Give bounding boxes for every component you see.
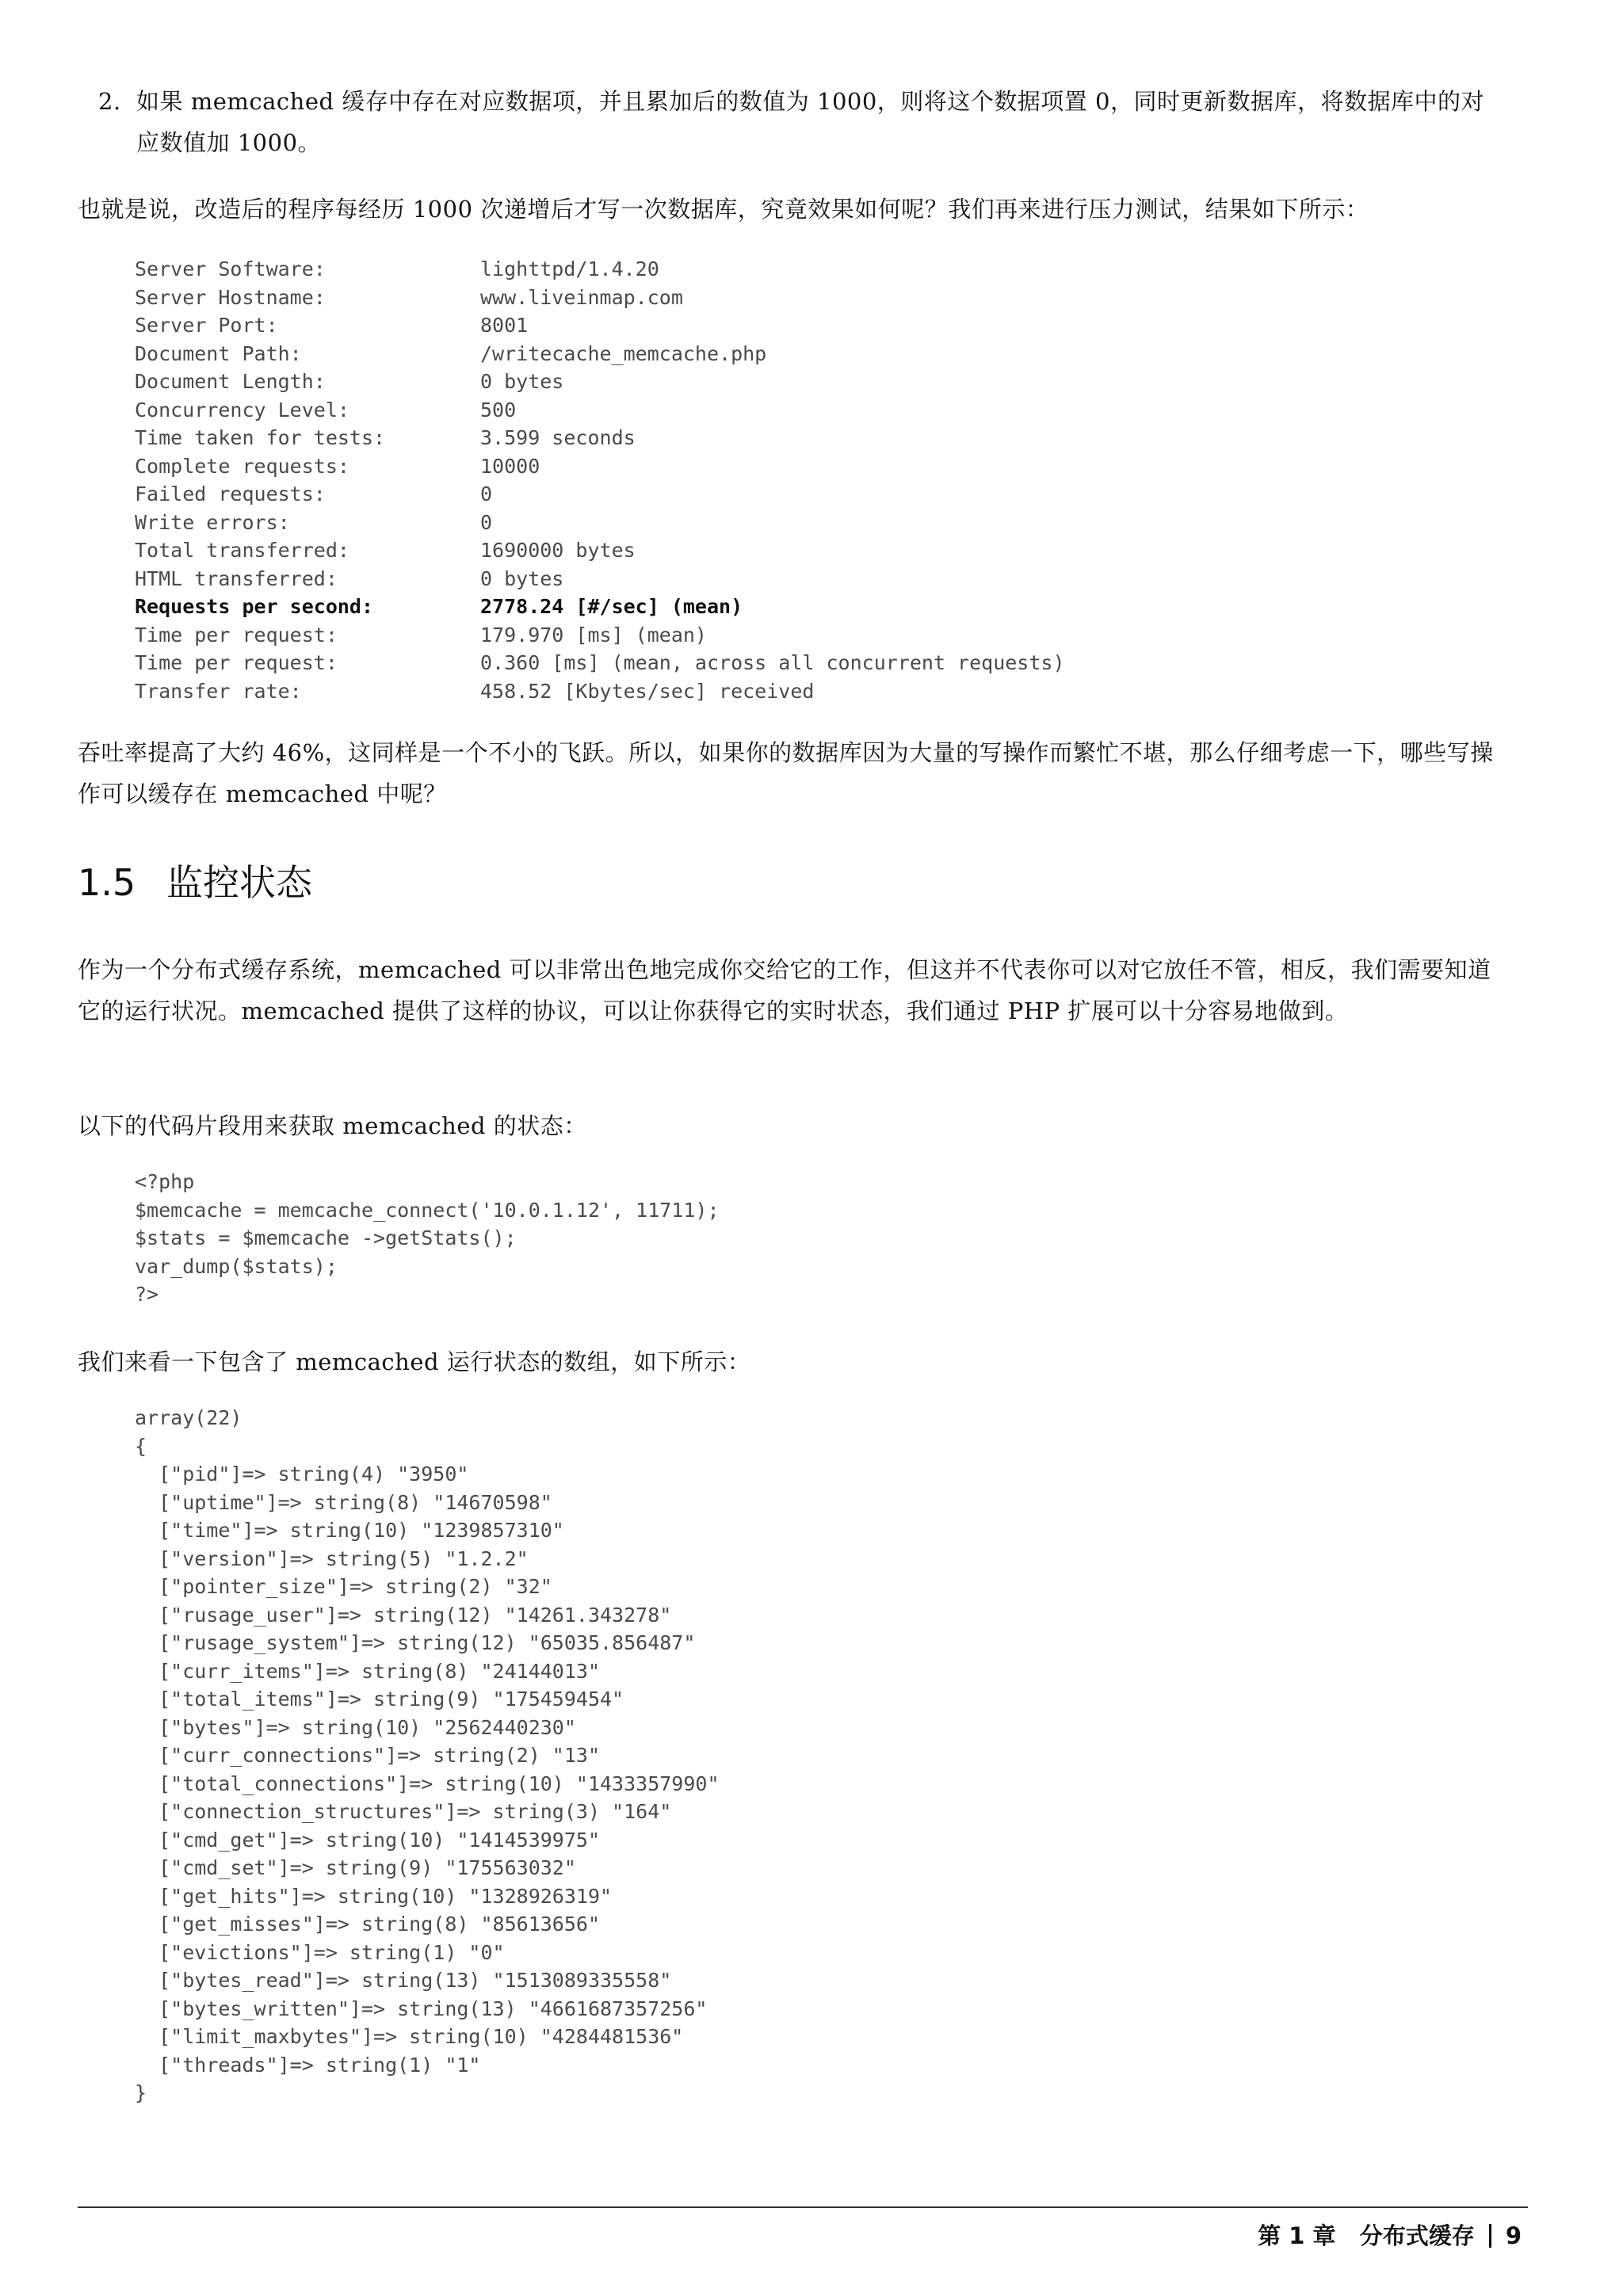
section-title: 监控状态 bbox=[166, 861, 312, 904]
benchmark-value: /writecache_memcache.php bbox=[480, 341, 767, 365]
code-line: ["evictions"]=> string(1) "0" bbox=[135, 1940, 505, 1964]
code-line: ["rusage_system"]=> string(12) "65035.856487" bbox=[135, 1631, 696, 1654]
code-line: ["threads"]=> string(1) "1" bbox=[135, 2053, 481, 2077]
code-line: ["pid"]=> string(4) "3950" bbox=[135, 1463, 469, 1486]
code-line: $stats = $memcache ->getStats(); bbox=[135, 1226, 517, 1249]
benchmark-key: Time per request: bbox=[135, 651, 338, 674]
benchmark-key: Server Hostname: bbox=[135, 285, 326, 309]
code-line: ["curr_items"]=> string(8) "24144013" bbox=[135, 1659, 600, 1683]
code-line: ["total_items"]=> string(9) "175459454" bbox=[135, 1688, 624, 1711]
code-line: ["get_hits"]=> string(10) "1328926319" bbox=[135, 1884, 613, 1908]
benchmark-value: 10000 bbox=[480, 454, 540, 478]
intro-paragraph: 也就是说，改造后的程序每经历 1000 次递增后才写一次数据库，究竟效果如何呢？我们再来进行压力测试，结果如下所示： bbox=[78, 196, 1369, 223]
code-line: } bbox=[135, 2081, 147, 2104]
code-line: ["time"]=> string(10) "1239857310" bbox=[135, 1519, 564, 1542]
list-item-number: 2. bbox=[98, 88, 121, 115]
benchmark-value: 0 bytes bbox=[480, 370, 564, 393]
benchmark-row bbox=[135, 593, 1065, 621]
benchmark-value: www.liveinmap.com bbox=[480, 285, 683, 309]
benchmark-row bbox=[135, 677, 1065, 706]
benchmark-key: Total transferred: bbox=[135, 539, 349, 562]
code-line: ["bytes"]=> string(10) "2562440230" bbox=[135, 1715, 576, 1739]
code-line: var_dump($stats); bbox=[135, 1254, 338, 1278]
benchmark-row bbox=[135, 368, 1065, 396]
benchmark-value: 0 bbox=[480, 510, 493, 534]
code-line: array(22) bbox=[135, 1406, 242, 1429]
section-number: 1.5 bbox=[78, 861, 136, 904]
code-intro-paragraph: 以下的代码片段用来获取 memcached 的状态： bbox=[78, 1112, 587, 1139]
code-line: ["cmd_get"]=> string(10) "1414539975" bbox=[135, 1828, 600, 1852]
footer-divider bbox=[78, 2206, 1528, 2208]
benchmark-key: Server Port: bbox=[135, 314, 278, 337]
benchmark-key: Server Software: bbox=[135, 257, 326, 280]
code-line: ["total_connections"]=> string(10) "1433357990" bbox=[135, 1772, 720, 1795]
throughput-paragraph: 吞吐率提高了大约 46%，这同样是一个不小的飞跃。所以，如果你的数据库因为大量的写操作而繁忙不堪，那么仔细考虑一下，哪些写操作可以缓存在 memcached 中呢？ bbox=[78, 739, 1494, 807]
monitoring-paragraph: 作为一个分布式缓存系统，memcached 可以非常出色地完成你交给它的工作，但这并不代表你可以对它放任不管，相反，我们需要知道它的运行状况。memcached 提供了这样的协议，可以让你获得它的实时状态，我们通过 PHP 扩展可以十分容易地做到。 bbox=[78, 956, 1491, 1024]
benchmark-key: Failed requests: bbox=[135, 482, 326, 505]
page-footer bbox=[1258, 2220, 1522, 2252]
benchmark-value: 500 bbox=[480, 398, 517, 421]
code-line: ["pointer_size"]=> string(2) "32" bbox=[135, 1575, 552, 1598]
section-heading bbox=[78, 857, 312, 908]
benchmark-key: Document Length: bbox=[135, 370, 326, 393]
code-line: ["uptime"]=> string(8) "14670598" bbox=[135, 1490, 552, 1514]
benchmark-key: Concurrency Level: bbox=[135, 398, 349, 421]
benchmark-value: 2778.24 [#/sec] (mean) bbox=[480, 595, 743, 618]
code-line: ["rusage_user"]=> string(12) "14261.343278" bbox=[135, 1603, 672, 1627]
code-line: ["curr_connections"]=> string(2) "13" bbox=[135, 1744, 600, 1767]
benchmark-row bbox=[135, 649, 1065, 677]
code-line: <?php bbox=[135, 1170, 195, 1193]
benchmark-key: Complete requests: bbox=[135, 454, 349, 478]
code-line: ["cmd_set"]=> string(9) "175563032" bbox=[135, 1856, 576, 1879]
benchmark-row bbox=[135, 509, 1065, 537]
code-line: ?> bbox=[135, 1283, 159, 1306]
footer-chapter: 第 1 章 bbox=[1258, 2222, 1336, 2249]
benchmark-value: 0.360 [ms] (mean, across all concurrent requests) bbox=[480, 651, 1065, 674]
list-item-text: 如果 memcached 缓存中存在对应数据项，并且累加后的数值为 1000，则将这个数据项置 0，同时更新数据库，将数据库中的对应数值加 1000。 bbox=[136, 88, 1484, 156]
benchmark-key: Time taken for tests: bbox=[135, 426, 386, 449]
benchmark-row bbox=[135, 536, 1065, 565]
benchmark-key: Write errors: bbox=[135, 510, 290, 534]
code-line: { bbox=[135, 1434, 147, 1458]
benchmark-row bbox=[135, 424, 1065, 452]
benchmark-value: 3.599 seconds bbox=[480, 426, 636, 449]
code-line: ["connection_structures"]=> string(3) "164" bbox=[135, 1800, 672, 1823]
benchmark-key: Time per request: bbox=[135, 623, 338, 646]
code-line: ["limit_maxbytes"]=> string(10) "4284481536" bbox=[135, 2025, 684, 2048]
array-dump-block bbox=[135, 1404, 720, 2107]
benchmark-key: Document Path: bbox=[135, 341, 302, 365]
benchmark-value: 0 bytes bbox=[480, 566, 564, 590]
footer-separator bbox=[1489, 2224, 1491, 2248]
code-line: ["bytes_read"]=> string(13) "1513089335558" bbox=[135, 1969, 672, 1992]
benchmark-value: 458.52 [Kbytes/sec] received bbox=[480, 679, 815, 703]
code-line: ["bytes_written"]=> string(13) "4661687357256" bbox=[135, 1997, 708, 2020]
benchmark-key: Requests per second: bbox=[135, 595, 374, 618]
benchmark-value: 8001 bbox=[480, 314, 529, 337]
benchmark-row bbox=[135, 480, 1065, 509]
benchmark-key: Transfer rate: bbox=[135, 679, 302, 703]
benchmark-row bbox=[135, 340, 1065, 368]
benchmark-row bbox=[135, 565, 1065, 593]
page-number: 9 bbox=[1505, 2222, 1522, 2249]
benchmark-value: lighttpd/1.4.20 bbox=[480, 257, 659, 280]
code-line: ["get_misses"]=> string(8) "85613656" bbox=[135, 1913, 600, 1936]
benchmark-value: 0 bbox=[480, 482, 493, 505]
php-code-block bbox=[135, 1168, 720, 1309]
array-intro-paragraph: 我们来看一下包含了 memcached 运行状态的数组，如下所示： bbox=[78, 1348, 751, 1375]
benchmark-key: HTML transferred: bbox=[135, 566, 338, 590]
benchmark-row bbox=[135, 255, 1065, 284]
benchmark-row bbox=[135, 396, 1065, 425]
benchmark-row bbox=[135, 311, 1065, 340]
benchmark-value: 1690000 bytes bbox=[480, 539, 636, 562]
list-item bbox=[98, 81, 1499, 163]
benchmark-output bbox=[135, 255, 1065, 705]
footer-chapter-title: 分布式缓存 bbox=[1359, 2222, 1475, 2249]
benchmark-row bbox=[135, 284, 1065, 312]
benchmark-value: 179.970 [ms] (mean) bbox=[480, 623, 707, 646]
code-line: $memcache = memcache_connect('10.0.1.12', 11711); bbox=[135, 1198, 720, 1222]
benchmark-row bbox=[135, 452, 1065, 481]
benchmark-row bbox=[135, 621, 1065, 650]
code-line: ["version"]=> string(5) "1.2.2" bbox=[135, 1547, 529, 1570]
